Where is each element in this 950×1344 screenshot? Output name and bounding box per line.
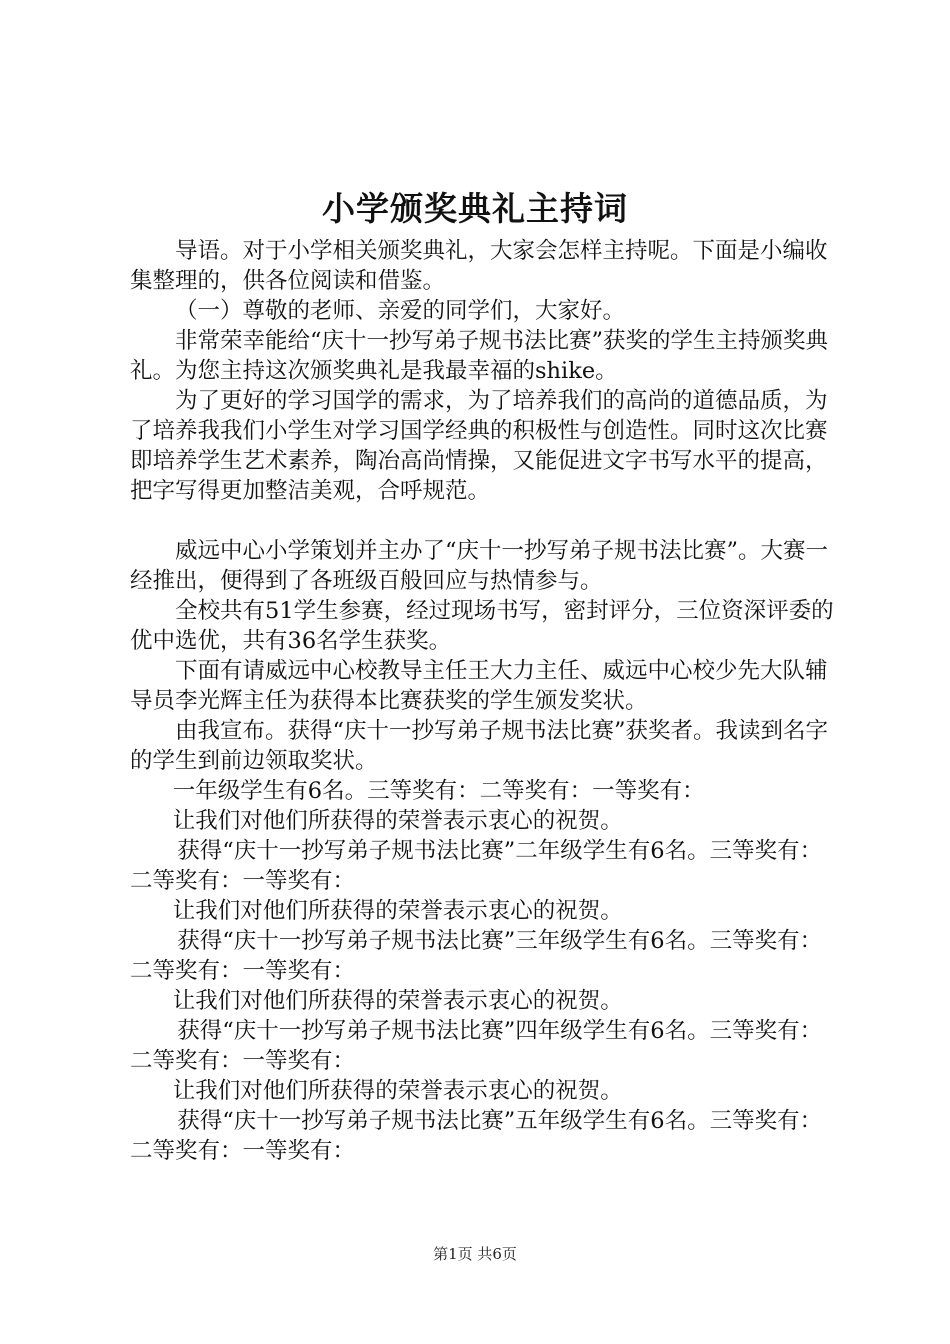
document-body	[130, 236, 835, 1166]
paragraph-grade-3: 获得“庆十一抄写弟子规书法比赛”三年级学生有6名。三等奖有：二等奖有：一等奖有：	[130, 928, 823, 984]
paragraph-congrats: 让我们对他们所获得的荣誉表示衷心的祝贺。	[172, 898, 623, 924]
paragraph-congrats: 让我们对他们所获得的荣誉表示衷心的祝贺。	[172, 808, 623, 834]
page-footer: 第1页 共6页	[433, 1245, 517, 1263]
paragraph-gap	[130, 506, 835, 536]
paragraph-purpose: 为了更好的学习国学的需求，为了培养我们的高尚的道德品质，为了培养我我们小学生对学习国学经典的积极性与创造性。同时这次比赛即培养学生艺术素养，陶冶高尚情操，又能促进文字书写水平的提高，把字写得更加整洁美观，合呼规范。	[130, 388, 828, 504]
paragraph-participants: 全校共有51学生参赛，经过现场书写，密封评分，三位资深评委的优中选优，共有36名学生获奖。	[130, 598, 834, 654]
paragraph-greeting: （一）尊敬的老师、亲爱的同学们，大家好。	[175, 298, 626, 324]
paragraph-announcement: 由我宣布。获得“庆十一抄写弟子规书法比赛”获奖者。我读到名字的学生到前边领取奖状。	[130, 718, 829, 774]
paragraph-grade-1: 一年级学生有6名。三等奖有：二等奖有：一等奖有：	[172, 778, 705, 804]
paragraph-presenters: 下面有请威远中心校教导主任王大力主任、威远中心校少先大队辅导员李光辉主任为获得本比赛获奖的学生颁发奖状。	[130, 658, 828, 714]
document-title: 小学颁奖典礼主持词	[322, 189, 628, 228]
paragraph-grade-5: 获得“庆十一抄写弟子规书法比赛”五年级学生有6名。三等奖有：二等奖有：一等奖有：	[130, 1108, 823, 1164]
paragraph-honor: 非常荣幸能给“庆十一抄写弟子规书法比赛”获奖的学生主持颁奖典礼。为您主持这次颁奖典礼是我最幸福的shike。	[130, 328, 829, 384]
paragraph-grade-2: 获得“庆十一抄写弟子规书法比赛”二年级学生有6名。三等奖有：二等奖有：一等奖有：	[130, 838, 823, 894]
paragraph-congrats: 让我们对他们所获得的荣誉表示衷心的祝贺。	[172, 1078, 623, 1104]
paragraph-organizer: 威远中心小学策划并主办了“庆十一抄写弟子规书法比赛”。大赛一经推出，便得到了各班级百般回应与热情参与。	[130, 538, 829, 594]
paragraph-grade-4: 获得“庆十一抄写弟子规书法比赛”四年级学生有6名。三等奖有：二等奖有：一等奖有：	[130, 1018, 823, 1074]
paragraph-congrats: 让我们对他们所获得的荣誉表示衷心的祝贺。	[172, 988, 623, 1014]
paragraph-intro: 导语。对于小学相关颁奖典礼，大家会怎样主持呢。下面是小编收集整理的，供各位阅读和借鉴。	[130, 238, 828, 294]
